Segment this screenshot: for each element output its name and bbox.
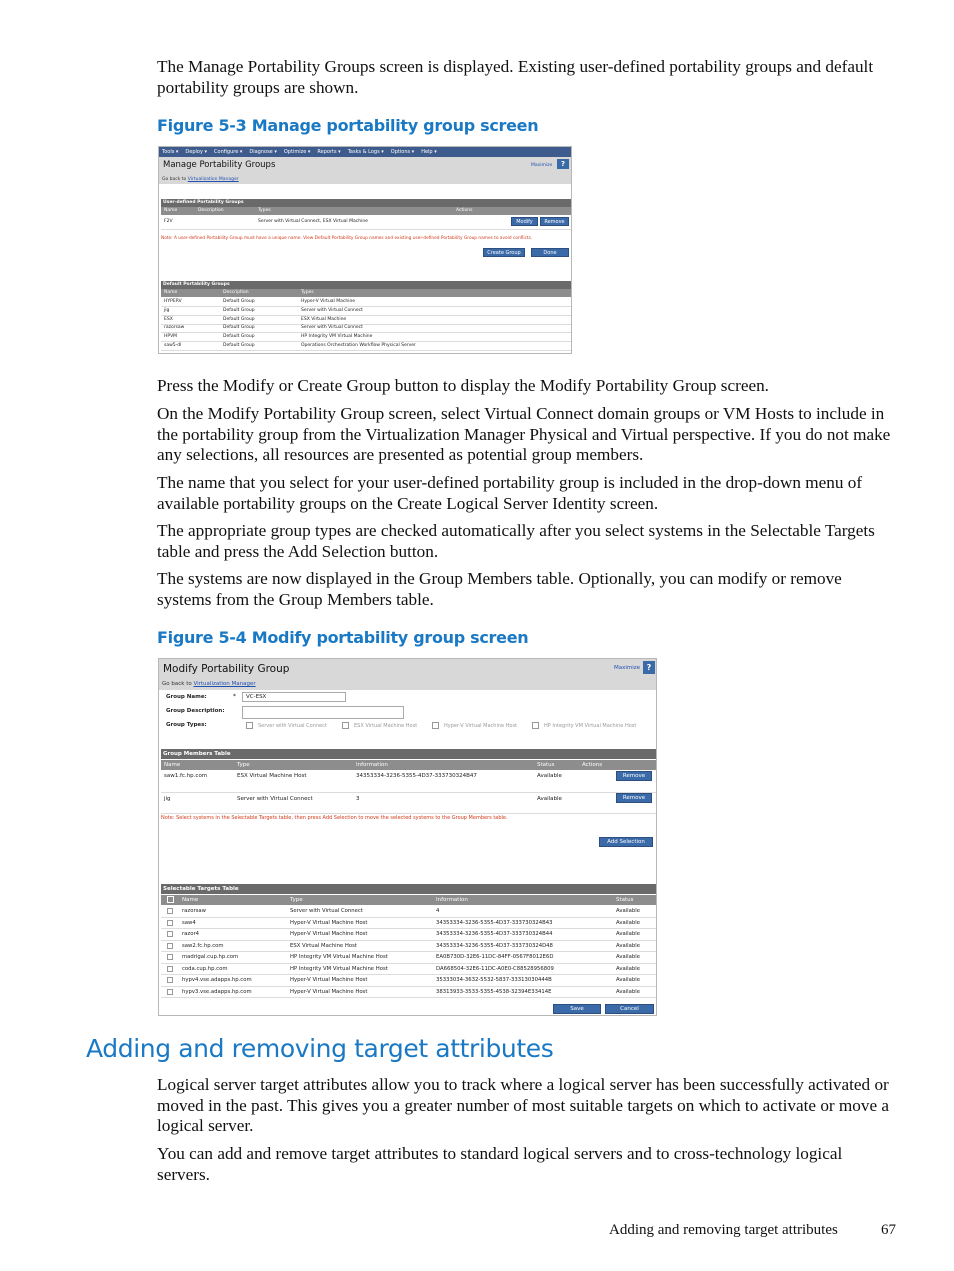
cell-info: 35333034-3632-5532-5837-33313030444B xyxy=(436,977,552,983)
table-row xyxy=(161,342,571,351)
footer-title: Adding and removing target attributes xyxy=(609,1222,838,1238)
group-name-label: Group Name: xyxy=(166,694,207,700)
cell-type: Hyper-V Virtual Machine Host xyxy=(290,931,368,937)
table-row xyxy=(161,975,656,987)
cell-name: hypv4.vse.adapps.hp.com xyxy=(182,977,252,983)
cell-info: 4 xyxy=(436,908,440,914)
cell-description: Default Group xyxy=(223,325,255,331)
cell-status: Available xyxy=(616,908,640,914)
cell-name: HPVM xyxy=(164,334,178,340)
cell-name: hypv3.vse.adapps.hp.com xyxy=(182,988,252,995)
menu-bar xyxy=(159,147,571,157)
table-row xyxy=(161,929,656,941)
virtualization-manager-link[interactable]: Virtualization Manager xyxy=(193,681,256,687)
cell-type: Hyper-V Virtual Machine Host xyxy=(290,919,368,926)
cell-description: Default Group xyxy=(223,299,255,304)
cell-name: razorsaw xyxy=(182,908,206,914)
cell-status: Available xyxy=(616,988,640,995)
menu-item[interactable]: Help ▾ xyxy=(421,149,437,155)
table-row xyxy=(161,918,656,930)
create-group-button[interactable]: Create Group xyxy=(483,248,525,257)
user-defined-groups-header xyxy=(161,207,571,215)
cell-type: Hyper-V Virtual Machine Host xyxy=(290,988,368,995)
member-type: ESX Virtual Machine Host xyxy=(237,773,307,779)
remove-button[interactable]: Remove xyxy=(616,793,652,803)
column-header: Name xyxy=(164,762,181,768)
menu-item[interactable]: Deploy ▾ xyxy=(185,149,208,155)
go-back-text: Go back to Virtualization Manager xyxy=(162,681,256,687)
cell-info: 34353334-3236-5355-4D37-333730324B43 xyxy=(436,919,553,926)
cell-types: ESX Virtual Machine xyxy=(301,316,347,322)
cell-status: Available xyxy=(616,942,640,949)
menu-item[interactable]: Diagnose ▾ xyxy=(249,149,277,155)
cell-status: Available xyxy=(616,954,640,960)
group-types-label: Group Types: xyxy=(166,722,207,728)
table-row xyxy=(161,987,656,999)
cell-status: Available xyxy=(616,977,640,983)
type-label: ESX Virtual Machine Host xyxy=(354,723,418,729)
default-groups-title: Default Portability Groups xyxy=(161,281,571,289)
table-row xyxy=(161,941,656,953)
row-checkbox[interactable] xyxy=(167,989,173,995)
row-checkbox[interactable] xyxy=(167,977,173,983)
remove-button[interactable]: Remove xyxy=(540,217,569,226)
table-row xyxy=(161,770,656,793)
type-label: Hyper-V Virtual Machine Host xyxy=(444,723,518,729)
cell-types: Operations Orchestration Workflow Physical Server xyxy=(301,343,416,348)
table-row xyxy=(161,964,656,976)
member-name: jig xyxy=(164,796,171,802)
column-header: Status xyxy=(616,897,634,903)
cell-type: HP Integrity VM Virtual Machine Host xyxy=(290,954,388,960)
group-types: Server with Virtual Connect, ESX Virtual Machine xyxy=(258,219,368,224)
cell-info: EA0B730D-32E6-11DC-84FF-0567F8012E6D xyxy=(436,954,554,960)
table-row xyxy=(161,298,571,307)
group-members-header xyxy=(161,760,656,770)
column-header: Name xyxy=(164,208,178,213)
group-members-title: Group Members Table xyxy=(161,749,656,759)
row-checkbox[interactable] xyxy=(167,943,173,949)
menu-item[interactable]: Tools ▾ xyxy=(162,149,179,155)
type-label: HP Integrity VM Virtual Machine Host xyxy=(544,723,637,729)
row-checkbox[interactable] xyxy=(167,966,173,972)
cell-description: Default Group xyxy=(223,307,255,313)
member-info: 34353334-3236-5355-4D37-333730324B47 xyxy=(356,773,477,779)
paragraph: You can add and remove target attributes to standard logical servers and to cross-technology logical servers. xyxy=(157,1144,843,1184)
column-header: Type xyxy=(237,762,250,768)
selectable-targets-title: Selectable Targets Table xyxy=(161,884,656,894)
menu-item[interactable]: Tasks & Logs ▾ xyxy=(347,149,384,155)
cell-name: saw5-dl xyxy=(164,343,182,348)
column-header: Type xyxy=(290,897,303,903)
column-header: Description xyxy=(223,290,249,295)
intro-paragraph: The Manage Portability Groups screen is displayed. Existing user-defined portability groups and default portability groups are shown. xyxy=(157,57,874,97)
column-header: Description xyxy=(198,208,224,213)
paragraph: Press the Modify or Create Group button to display the Modify Portability Group screen. xyxy=(157,376,769,395)
manage-portability-groups-screenshot xyxy=(158,146,572,354)
cell-types: Hyper-V Virtual Machine xyxy=(301,299,356,304)
cell-name: razorsaw xyxy=(164,325,185,331)
menu-item[interactable]: Optimize ▾ xyxy=(283,149,311,155)
screen-title: Manage Portability Groups xyxy=(163,160,276,170)
paragraph: The appropriate group types are checked automatically after you select systems in the Selectable Targets table and press the Add Selection button. xyxy=(157,521,875,561)
table-row xyxy=(161,906,656,918)
column-header: Name xyxy=(182,897,199,903)
cell-status: Available xyxy=(616,965,640,972)
figure-4-caption: Figure 5-4 Modify portability group screen xyxy=(157,628,529,647)
table-row xyxy=(161,307,571,316)
cell-types: Server with Virtual Connect xyxy=(301,307,363,313)
cell-type: Hyper-V Virtual Machine Host xyxy=(290,977,368,983)
cell-name: saw4 xyxy=(182,919,196,926)
help-icon[interactable]: ? xyxy=(643,661,655,674)
table-row xyxy=(161,793,656,814)
selectable-targets-header xyxy=(161,895,656,905)
member-status: Available xyxy=(537,773,562,779)
figure-3-caption: Figure 5-3 Manage portability group screen xyxy=(157,116,539,135)
cell-description: Default Group xyxy=(223,334,255,340)
group-description-label: Group Description: xyxy=(166,708,225,714)
column-header: Information xyxy=(436,897,468,903)
modify-portability-group-screenshot xyxy=(158,658,657,1016)
cell-name: HYPERV xyxy=(164,299,182,304)
type-checkbox[interactable] xyxy=(532,722,539,729)
column-header: Actions xyxy=(456,208,473,213)
maximize-link[interactable]: Maximize xyxy=(531,163,553,168)
table-row xyxy=(161,952,656,964)
done-button[interactable]: Done xyxy=(531,248,569,257)
row-checkbox[interactable] xyxy=(167,920,173,926)
paragraph: The name that you select for your user-defined portability group is included in the drop-down menu of available portability groups on the Create Logical Server Identity screen. xyxy=(157,473,863,513)
cell-name: saw2.fc.hp.com xyxy=(182,942,224,949)
help-icon[interactable]: ? xyxy=(557,159,569,169)
menu-item[interactable]: Configure ▾ xyxy=(214,149,243,155)
column-header: Actions xyxy=(582,762,603,768)
row-checkbox[interactable] xyxy=(167,954,173,960)
cell-description: Default Group xyxy=(223,343,255,348)
unique-name-note: Note: A user-defined Portability Group must have a unique name. View Default Portability Group names and existing user-defined Portability Group names to avoid conflicts. xyxy=(161,236,533,241)
page-number: 67 xyxy=(881,1222,896,1238)
paragraph: Logical server target attributes allow you to track where a logical server has been successfully activated or moved in the past. This gives you a greater number of most suitable targets on which to activate or move a logical server. xyxy=(157,1075,890,1136)
row-checkbox[interactable] xyxy=(167,931,173,937)
user-defined-groups-title: User-defined Portability Groups xyxy=(161,199,571,207)
group-name-input[interactable]: VC-ESX xyxy=(242,692,346,702)
paragraph: The systems are now displayed in the Group Members table. Optionally, you can modify or remove systems from the Group Members table. xyxy=(157,569,842,609)
cell-description: Default Group xyxy=(223,316,255,322)
add-selection-note: Note: Select systems in the Selectable Targets table, then press Add Selection to move the selected systems to the Group Members table. xyxy=(161,815,508,821)
group-name: F2V xyxy=(164,219,173,224)
go-back-text: Go back to Virtualization Manager xyxy=(162,177,239,182)
column-header: Information xyxy=(356,762,388,768)
save-button[interactable]: Save xyxy=(553,1004,601,1014)
cell-types: Server with Virtual Connect xyxy=(301,325,363,331)
type-checkbox[interactable] xyxy=(246,722,253,729)
section-heading: Adding and removing target attributes xyxy=(86,1034,554,1063)
cell-name: razor4 xyxy=(182,931,199,937)
column-header: Types xyxy=(301,290,314,295)
required-mark: * xyxy=(233,693,236,700)
modify-button[interactable]: Modify xyxy=(511,217,538,226)
cancel-button[interactable]: Cancel xyxy=(605,1004,654,1014)
type-checkbox[interactable] xyxy=(432,722,439,729)
member-type: Server with Virtual Connect xyxy=(237,796,313,802)
cell-info: 34353334-3236-5355-4D37-333730324D48 xyxy=(436,942,553,949)
paragraph: On the Modify Portability Group screen, select Virtual Connect domain groups or VM Hosts to include in the portability group from the Virtualization Manager Physical and Virtual perspective. If you do not make any selections, all resources are presented as potential group members. xyxy=(157,404,891,465)
cell-name: jig xyxy=(164,307,170,313)
cell-info: 38313933-3533-5355-4538-32394E33414E xyxy=(436,988,552,995)
cell-status: Available xyxy=(616,931,640,937)
menu-item[interactable]: Options ▾ xyxy=(390,149,415,155)
column-header: Status xyxy=(537,762,555,768)
cell-name: coda.cup.hp.com xyxy=(182,965,228,972)
virtualization-manager-link[interactable]: Virtualization Manager xyxy=(187,177,239,182)
member-name: saw1.fc.hp.com xyxy=(164,773,208,779)
column-header: Types xyxy=(258,208,271,213)
row-checkbox[interactable] xyxy=(167,908,173,914)
cell-info: DA668504-32E6-11DC-A0E0-C88528956809 xyxy=(436,965,554,972)
menu-item[interactable]: Reports ▾ xyxy=(317,149,341,155)
group-description-input[interactable] xyxy=(242,706,404,719)
column-header: Name xyxy=(164,290,178,295)
cell-type: HP Integrity VM Virtual Machine Host xyxy=(290,965,388,972)
type-label: Server with Virtual Connect xyxy=(258,723,327,729)
cell-type: Server with Virtual Connect xyxy=(290,908,363,914)
screen-title: Modify Portability Group xyxy=(163,663,290,675)
table-row xyxy=(161,333,571,342)
member-status: Available xyxy=(537,796,562,802)
maximize-link[interactable]: Maximize xyxy=(614,665,641,671)
cell-name: madrigal.cup.hp.com xyxy=(182,954,239,960)
cell-info: 34353334-3236-5355-4D37-333730324B44 xyxy=(436,931,553,937)
table-row xyxy=(161,316,571,325)
select-all-checkbox[interactable] xyxy=(167,896,174,903)
table-row xyxy=(161,216,571,230)
cell-type: ESX Virtual Machine Host xyxy=(290,942,357,949)
cell-name: ESX xyxy=(164,316,173,322)
remove-button[interactable]: Remove xyxy=(616,771,652,781)
table-row xyxy=(161,324,571,333)
cell-status: Available xyxy=(616,919,640,926)
default-groups-header xyxy=(161,289,571,297)
type-checkbox[interactable] xyxy=(342,722,349,729)
member-info: 3 xyxy=(356,796,360,802)
cell-types: HP Integrity VM Virtual Machine xyxy=(301,334,373,340)
add-selection-button[interactable]: Add Selection xyxy=(599,837,653,847)
